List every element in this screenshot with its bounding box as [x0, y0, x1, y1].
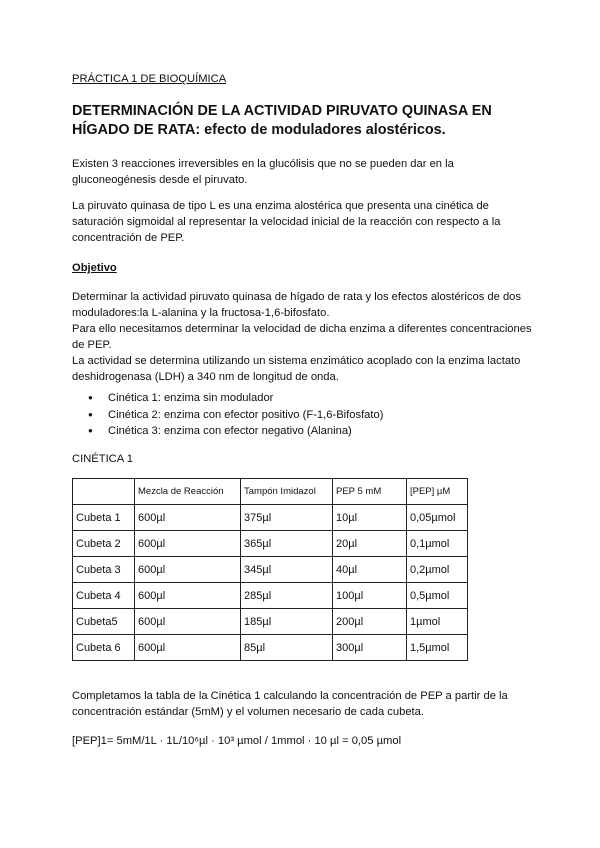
kinetics-table [72, 478, 468, 661]
table-caption: CINÉTICA 1 [72, 453, 133, 465]
table-cell: 600µl [135, 557, 241, 583]
table-cell: 600µl [135, 609, 241, 635]
conclusion-paragraph: Completamos la tabla de la Cinética 1 calculando la concentración de PEP a partir de la concentración estándar (5mM) y el volumen necesario de cada cubeta. [72, 690, 508, 718]
table-header-cell: [PEP] µM [407, 479, 468, 505]
table-cell: 600µl [135, 531, 241, 557]
table-cell: Cubeta5 [73, 609, 135, 635]
table-cell: 600µl [135, 583, 241, 609]
table-cell: Cubeta 3 [73, 557, 135, 583]
table-header-cell: Mezcla de Reacción [135, 479, 241, 505]
table-cell: 0,05µmol [407, 505, 468, 531]
table-cell: 200µl [333, 609, 407, 635]
list-item: ● Cinética 3: enzima con efector negativo (Alanina) [88, 423, 383, 440]
table-cell: 375µl [241, 505, 333, 531]
table-cell: 345µl [241, 557, 333, 583]
kinetics-list [88, 390, 383, 440]
table-cell: 300µl [333, 635, 407, 661]
document-header: PRÁCTICA 1 DE BIOQUÍMICA [72, 73, 227, 85]
table-cell: 1,5µmol [407, 635, 468, 661]
table-header-cell: PEP 5 mM [333, 479, 407, 505]
table-cell: 0,1µmol [407, 531, 468, 557]
table-row [73, 583, 468, 609]
table-cell: 1µmol [407, 609, 468, 635]
table-cell: 40µl [333, 557, 407, 583]
list-item: ● Cinética 2: enzima con efector positivo (F-1,6-Bifosfato) [88, 407, 383, 424]
objetivo-text [72, 289, 532, 385]
table-cell: 100µl [333, 583, 407, 609]
table-cell: Cubeta 2 [73, 531, 135, 557]
table-cell: Cubeta 6 [73, 635, 135, 661]
table-header-row [73, 479, 468, 505]
table-row [73, 609, 468, 635]
table-cell: Cubeta 4 [73, 583, 135, 609]
intro-paragraph: La piruvato quinasa de tipo L es una enzima alostérica que presenta una cinética de saturación sigmoidal al representar la velocidad inicial de la reacción con respecto a la concentración de PEP. [72, 200, 501, 244]
table-cell: 600µl [135, 635, 241, 661]
table-cell: 20µl [333, 531, 407, 557]
table-row [73, 531, 468, 557]
table-header-cell [73, 479, 135, 505]
table-cell: 600µl [135, 505, 241, 531]
objetivo-line: Determinar la actividad piruvato quinasa de hígado de rata y los efectos alostéricos de dos moduladores:la L-alanina y la fructosa-1,6-bifosfato. [72, 291, 522, 319]
table-cell: 0,5µmol [407, 583, 468, 609]
table-row [73, 505, 468, 531]
table-cell: 365µl [241, 531, 333, 557]
table-cell: 10µl [333, 505, 407, 531]
table-header-cell: Tampón Imidazol [241, 479, 333, 505]
objetivo-line: La actividad se determina utilizando un sistema enzimático acoplado con la enzima lactato deshidrogenasa (LDH) a 340 nm de longitud de onda. [72, 355, 521, 383]
pep-formula: [PEP]1= 5mM/1L · 1L/10⁶µl · 10³ µmol / 1mmol · 10 µl = 0,05 µmol [72, 735, 402, 747]
table-cell: 0,2µmol [407, 557, 468, 583]
table-row [73, 557, 468, 583]
document-title: DETERMINACIÓN DE LA ACTIVIDAD PIRUVATO QUINASA EN HÍGADO DE RATA: efecto de moduladores alostéricos. [72, 103, 492, 138]
table-cell: 85µl [241, 635, 333, 661]
intro-paragraph: Existen 3 reacciones irreversibles en la glucólisis que no se pueden dar en la gluconeogénesis desde el piruvato. [72, 158, 454, 186]
table-cell: 185µl [241, 609, 333, 635]
table-cell: 285µl [241, 583, 333, 609]
objetivo-heading: Objetivo [72, 262, 117, 274]
table-row [73, 635, 468, 661]
objetivo-line: Para ello necesitamos determinar la velocidad de dicha enzima a diferentes concentraciones de PEP. [72, 323, 532, 351]
table-cell: Cubeta 1 [73, 505, 135, 531]
list-item: ● Cinética 1: enzima sin modulador [88, 390, 383, 407]
